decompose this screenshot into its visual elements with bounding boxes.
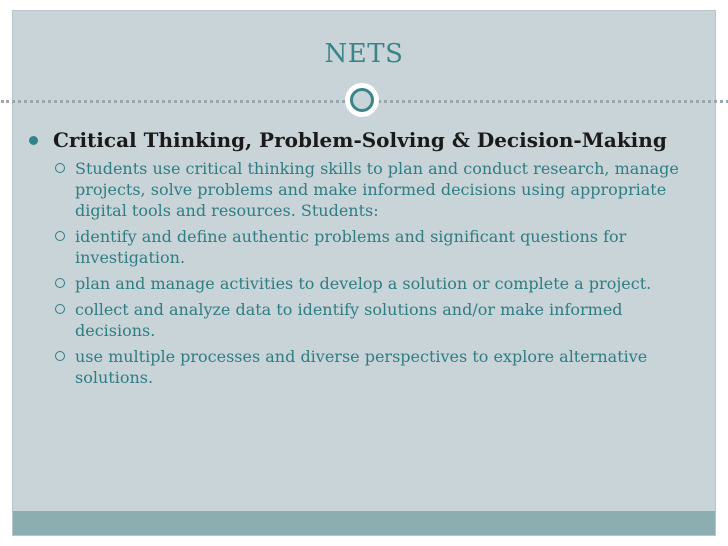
hollow-bullet-icon xyxy=(55,163,65,173)
sub-bullet xyxy=(53,226,703,268)
hollow-bullet-icon xyxy=(55,304,65,314)
sub-bullet xyxy=(53,158,703,221)
sub-bullet-text: identify and define authentic problems and significant questions for investigation. xyxy=(75,227,627,267)
circle-ornament-icon xyxy=(345,83,379,117)
sub-bullet-list xyxy=(23,158,703,388)
main-bullet-text: Critical Thinking, Problem-Solving & Decision-Making xyxy=(53,128,667,152)
slide-title: NETS xyxy=(324,39,404,69)
bullet-list xyxy=(23,127,703,393)
sub-bullet xyxy=(53,346,703,388)
hollow-bullet-icon xyxy=(55,351,65,361)
bottom-bar xyxy=(13,511,715,535)
hollow-bullet-icon xyxy=(55,231,65,241)
sub-bullet-text: collect and analyze data to identify solutions and/or make informed decisions. xyxy=(75,300,623,340)
sub-bullet xyxy=(53,299,703,341)
filled-bullet-icon xyxy=(29,136,38,145)
sub-bullet-text: use multiple processes and diverse perspectives to explore alternative solutions. xyxy=(75,347,648,387)
main-bullet xyxy=(23,127,703,154)
hollow-bullet-icon xyxy=(55,278,65,288)
sub-bullet-text: plan and manage activities to develop a solution or complete a project. xyxy=(75,274,652,293)
slide xyxy=(12,10,716,536)
sub-bullet-text: Students use critical thinking skills to plan and conduct research, manage projects, solve problems and make informed decisions using appropriate digital tools and resources. Students: xyxy=(75,159,679,220)
circle-ornament-ring xyxy=(350,88,374,112)
sub-bullet xyxy=(53,273,703,294)
